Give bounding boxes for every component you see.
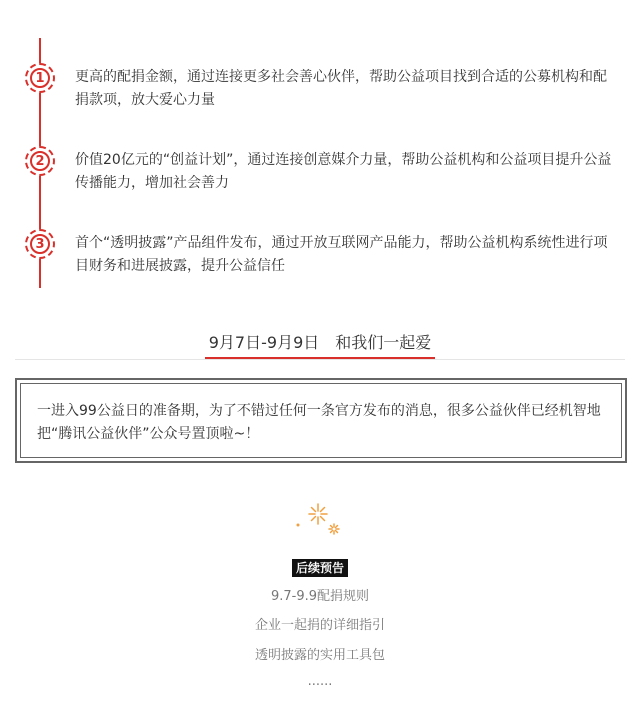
timeline-number: 1 [30,68,50,88]
preview-badge-label: 后续预告 [292,559,348,577]
timeline-text: 价值20亿元的“创益计划”，通过连接创意媒介力量，帮助公益机构和公益项目提升公益传播能力，增加社会善力 [75,152,612,191]
quote-text: 一进入99公益日的准备期，为了不错过任何一条官方发布的消息，很多公益伙伴已经机智地把“腾讯公益伙伴”公众号置顶啦~！ [20,383,622,458]
section-header [0,330,640,359]
quote-box [15,378,627,463]
timeline-number: 3 [30,234,50,254]
timeline-number: 2 [30,151,50,171]
section-title: 9月7日-9月9日 和我们一起爱 [205,330,436,359]
timeline-text: 首个“透明披露”产品组件发布，通过开放互联网产品能力，帮助公益机构系统性进行项目财务和进展披露，提升公益信任 [75,235,608,274]
preview-item-ellipsis: ...... [307,674,333,689]
sparkle-icon [290,500,350,540]
preview-badge [0,557,640,577]
timeline-text: 更高的配捐金额，通过连接更多社会善心伙伴，帮助公益项目找到合适的公募机构和配捐款项，放大爱心力量 [75,69,607,108]
circled-number-icon [25,229,55,259]
section-divider [15,359,625,360]
circled-number-icon [25,146,55,176]
preview-item: 企业一起捐的详细指引 [254,618,385,633]
preview-item: 透明披露的实用工具包 [254,648,385,663]
circled-number-icon [25,63,55,93]
preview-item: 9.7-9.9配捐规则 [270,589,370,604]
